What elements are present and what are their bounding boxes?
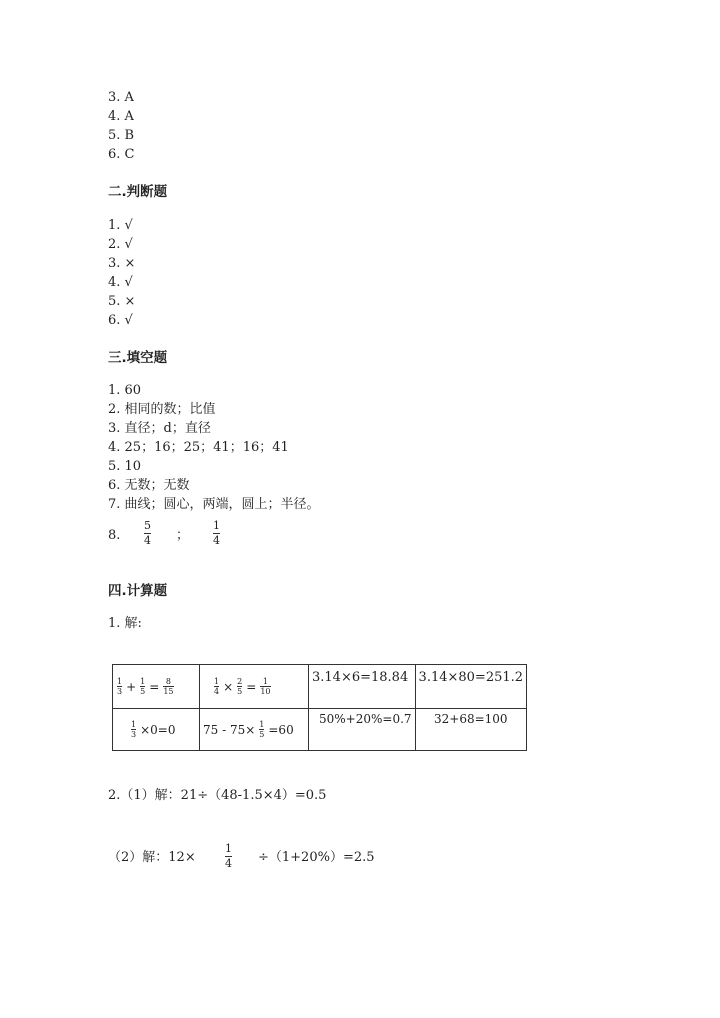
fill-item: 6. 无数；无数: [108, 478, 190, 493]
fill-item: 4. 25；16；25；41；16；41: [108, 440, 289, 455]
calc-cell: 50%+20%=0.7: [309, 709, 416, 751]
operator: +: [126, 679, 137, 694]
denominator: 4: [214, 687, 220, 696]
numerator: 1: [131, 720, 137, 729]
fill-item: 2. 相同的数；比值: [108, 402, 216, 417]
numerator: 1: [213, 519, 220, 532]
calc-heading: 四.计算题: [108, 583, 168, 599]
numerator: 1: [214, 677, 220, 686]
denominator: 5: [259, 730, 265, 739]
calc-cell: [113, 665, 200, 709]
mc-answer: 3. A: [108, 90, 134, 105]
fill-heading: 三.填空题: [108, 350, 168, 366]
calc-cell: 3.14×6=18.84: [309, 665, 416, 709]
judge-item: 3. ×: [108, 256, 136, 271]
numerator: 5: [144, 519, 151, 532]
fill-item-8-label: 8.: [108, 528, 121, 543]
calc-q2-2-post: ÷（1+20%）=2.5: [258, 850, 375, 865]
equals: =: [149, 679, 160, 694]
denominator: 5: [237, 687, 243, 696]
denominator: 3: [117, 687, 123, 696]
judge-heading: 二.判断题: [108, 184, 168, 200]
fraction: [163, 677, 173, 696]
denominator: 10: [260, 687, 271, 696]
judge-item: 1. √: [108, 218, 133, 233]
fraction: [117, 677, 122, 696]
fraction: [259, 720, 264, 739]
calc-cell: 3.14×80=251.2: [415, 665, 527, 709]
calc-table: [112, 664, 527, 751]
calc-q1-label: 1. 解:: [108, 616, 142, 631]
fraction: [144, 520, 151, 547]
calc-cell: [113, 709, 200, 751]
fraction: [131, 720, 136, 739]
judge-item: 6. √: [108, 313, 133, 328]
judge-item: 2. √: [108, 237, 133, 252]
judge-item: 4. √: [108, 275, 133, 290]
fill-item: 3. 直径；d；直径: [108, 421, 211, 436]
denominator: 4: [213, 534, 220, 547]
numerator: 1: [140, 677, 146, 686]
numerator: 1: [117, 677, 123, 686]
fraction: [237, 677, 242, 696]
numerator: 1: [262, 677, 268, 686]
numerator: 2: [237, 677, 243, 686]
fill-item: 7. 曲线；圆心，两端，圆上；半径。: [108, 497, 320, 512]
fraction: [225, 843, 232, 870]
judge-item: 5. ×: [108, 294, 136, 309]
calc-q2-1: 2.（1）解：21÷（48-1.5×4）=0.5: [108, 788, 327, 803]
calc-cell: [200, 665, 309, 709]
denominator: 15: [163, 687, 174, 696]
denominator: 4: [225, 857, 232, 870]
denominator: 5: [140, 687, 146, 696]
denominator: 4: [144, 534, 151, 547]
mc-answer: 6. C: [108, 147, 135, 162]
expression-text: =60: [268, 722, 294, 737]
numerator: 8: [165, 677, 171, 686]
fraction: [260, 677, 270, 696]
fraction: [214, 677, 219, 696]
calc-cell: [200, 709, 309, 751]
operator: ×: [223, 679, 234, 694]
mc-answer: 5. B: [108, 128, 135, 143]
separator: ；: [176, 528, 190, 543]
calc-q2-2-pre: （2）解：12×: [108, 850, 196, 865]
fraction: [213, 520, 220, 547]
fill-item: 5. 10: [108, 459, 142, 474]
expression-text: 75 - 75×: [203, 722, 256, 737]
equals: =: [246, 679, 257, 694]
expression-text: ×0=0: [140, 722, 176, 737]
numerator: 1: [225, 842, 232, 855]
fill-item: 1. 60: [108, 383, 142, 398]
calc-cell: 32+68=100: [415, 709, 527, 751]
numerator: 1: [259, 720, 265, 729]
fraction: [140, 677, 145, 696]
mc-answer: 4. A: [108, 109, 134, 124]
denominator: 3: [131, 730, 137, 739]
